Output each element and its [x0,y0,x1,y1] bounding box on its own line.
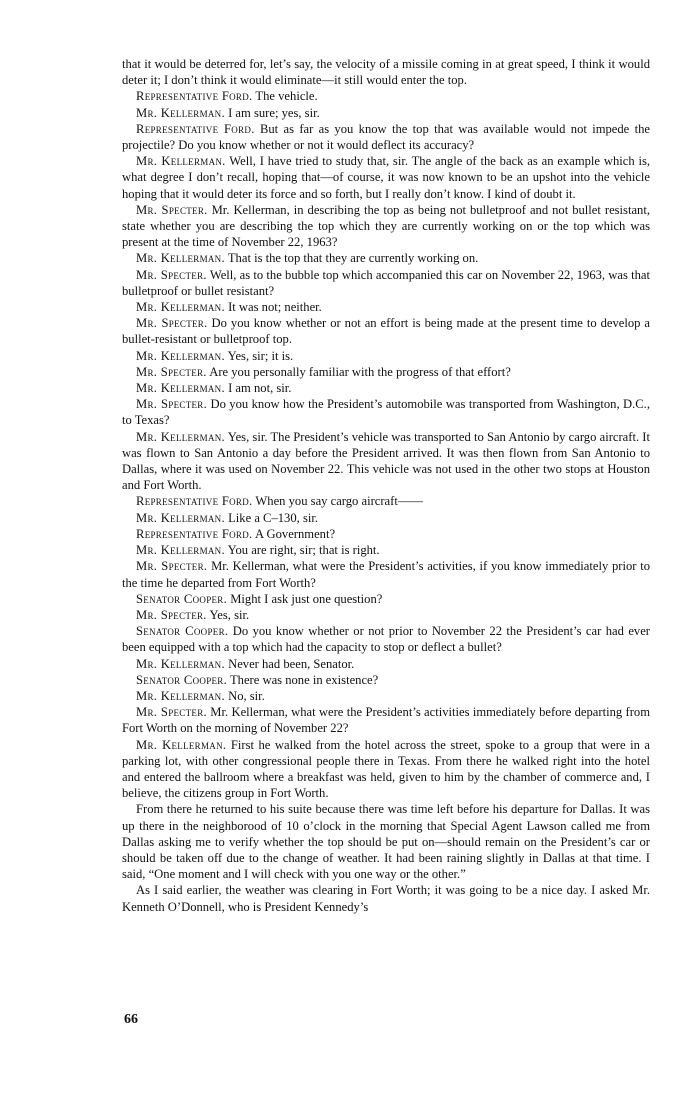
paragraph [122,88,650,104]
speaker-name: Mr. Specter. [136,316,208,331]
paragraph-text: Might I ask just one question? [230,591,383,606]
paragraph [122,737,650,802]
speaker-name: Representative Ford. [136,121,255,136]
paragraph-text: that it would be deterred for, let’s say, the velocity of a missile coming in at great speed, I think it would deter it; I don’t think it would eliminate—it still would enter the top. [122,57,650,88]
speaker-name: Senator Cooper. [136,624,229,639]
paragraph [122,704,650,736]
paragraph [122,396,650,428]
paragraph-text: Do you know whether or not prior to November 22 the President’s car had ever been equipped with a top which had the capacity to stop or deflect a bullet? [122,624,651,655]
paragraph [122,202,650,251]
paragraph-text: A Government? [254,526,336,541]
speaker-name: Mr. Specter. [136,267,207,282]
paragraph-text: As I said earlier, the weather was clearing in Fort Worth; it was going to be a nice day. I asked Mr. Kenneth O’Donnell, who is President Kennedy’s [122,883,650,914]
paragraph [122,656,650,672]
paragraph [122,493,650,509]
paragraph-text: Mr. Kellerman, what were the President’s activities immediately before departing from Fort Worth on the morning of November 22? [122,705,651,736]
speaker-name: Mr. Kellerman. [136,543,225,558]
speaker-name: Mr. Kellerman. [136,737,227,752]
paragraph [122,623,650,655]
paragraph-text: There was none in existence? [229,672,379,687]
paragraph-text: It was not; neither. [228,300,322,315]
paragraph-text: I am sure; yes, sir. [228,105,320,120]
paragraph [122,315,650,347]
paragraph [122,526,650,542]
speaker-name: Mr. Kellerman. [136,656,225,671]
speaker-name: Mr. Specter. [136,202,208,217]
paragraph [122,121,650,153]
paragraph [122,607,650,623]
speaker-name: Mr. Kellerman. [136,251,225,266]
paragraph-text: No, sir. [228,688,265,703]
speaker-name: Mr. Kellerman. [136,429,225,444]
paragraph-text: From there he returned to his suite because there was time left before his departure for Dallas. It was up there in the neighborood of 10 o’clock in the morning that Special Agent Lawson called me from Dallas asking me to verify whether the top should be put on—should remain on the President’s car or should be taken off due to the change of weather. It had been raining slightly in Dallas at that time. I said, “One moment and I will check with you one way or the other.” [122,802,650,882]
paragraph [122,688,650,704]
speaker-name: Mr. Specter. [136,559,208,574]
paragraph [122,153,650,202]
paragraph [122,801,650,882]
speaker-name: Senator Cooper. [136,591,228,606]
paragraph [122,591,650,607]
speaker-name: Senator Cooper. [136,672,228,687]
paragraph-text: Well, I have tried to study that, sir. The angle of the back as an example which is, what degree I don’t recall, hoping that—of course, it was now known to be an upshot into the vehicle hoping that it would deter its force and so forth, but I really don’t know. I kind of doubt it. [122,154,651,201]
speaker-name: Mr. Kellerman. [136,300,225,315]
paragraph [122,380,650,396]
paragraph-text: Are you personally familiar with the progress of that effort? [209,364,511,379]
paragraph-text: Yes, sir. The President’s vehicle was transported to San Antonio by cargo aircraft. It was flown to San Antonio a day before the President arrived. It was then flown from San Antonio to Dallas, where it was used on November 22. This vehicle was not used in the other two stops at Houston and Fort Worth. [122,429,650,493]
paragraph [122,672,650,688]
paragraph-text: You are right, sir; that is right. [227,543,380,558]
paragraph [122,542,650,558]
speaker-name: Mr. Kellerman. [136,510,225,525]
paragraph [122,429,650,494]
paragraph-text: Well, as to the bubble top which accompanied this car on November 22, 1963, was that bulletproof or bullet resistant? [122,267,650,298]
paragraph-text: Yes, sir. [209,607,250,622]
paragraph [122,299,650,315]
page-number: 66 [124,1012,138,1027]
paragraph-text: When you say cargo aircraft—— [255,494,424,509]
paragraph [122,510,650,526]
document-body [122,56,650,915]
speaker-name: Representative Ford. [136,89,253,104]
paragraph [122,250,650,266]
speaker-name: Mr. Specter. [136,364,207,379]
paragraph [122,348,650,364]
speaker-name: Mr. Kellerman. [136,688,225,703]
speaker-name: Mr. Specter. [136,397,208,412]
paragraph [122,105,650,121]
speaker-name: Mr. Specter. [136,705,207,720]
paragraph-text: I am not, sir. [228,381,292,396]
paragraph [122,364,650,380]
paragraph [122,267,650,299]
paragraph [122,558,650,590]
paragraph [122,56,650,88]
paragraph-text: Mr. Kellerman, in describing the top as being not bulletproof and not bullet resistant, state whether you are describing the top which they are currently working on or the top which was present at the time of November 22, 1963? [122,202,650,250]
paragraph-text: Do you know how the President’s automobile was transported from Washington, D.C., to Texas? [122,397,650,428]
paragraph-text: The vehicle. [255,89,318,104]
speaker-name: Mr. Kellerman. [136,381,225,396]
paragraph-text: Never had been, Senator. [228,656,355,671]
paragraph-text: Mr. Kellerman, what were the President’s activities, if you know immediately prior to the time he departed from Fort Worth? [122,559,650,590]
paragraph-text: But as far as you know the top that was available would not impede the projectile? Do you know whether or not it would deflect its accuracy? [122,121,650,153]
speaker-name: Representative Ford. [136,494,253,509]
paragraph-text: Like a C–130, sir. [228,510,318,525]
speaker-name: Mr. Kellerman. [136,154,226,169]
paragraph-text: Do you know whether or not an effort is being made at the present time to develop a bullet-resistant or bulletproof top. [122,316,650,347]
speaker-name: Mr. Kellerman. [136,105,225,120]
paragraph-text: First he walked from the hotel across the street, spoke to a group that were in a parking lot, with other congressional people there in Texas. From there he walked right into the hotel and entered the ballroom where a breakfast was held, given to him by the chamber of commerce and, I believe, the citizens group in Fort Worth. [122,737,651,801]
speaker-name: Mr. Kellerman. [136,348,225,363]
paragraph [122,882,650,914]
paragraph-text: Yes, sir; it is. [227,348,294,363]
paragraph-text: That is the top that they are currently working on. [227,251,479,266]
speaker-name: Mr. Specter. [136,607,207,622]
speaker-name: Representative Ford. [136,526,253,541]
